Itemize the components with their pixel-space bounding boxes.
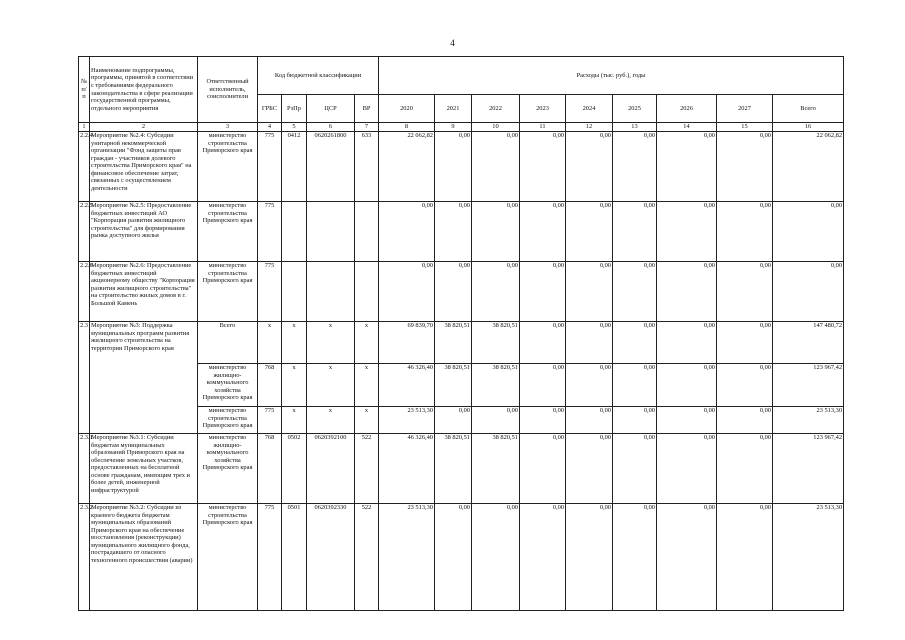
column-number: 11 (520, 123, 566, 132)
row-rzpr (282, 262, 307, 322)
row-value-total: 23 513,30 (773, 407, 844, 434)
row-name: Мероприятие №3: Поддержка муниципальных программ развития жилищного строительства на территории Приморского края (90, 322, 198, 434)
column-number: 9 (435, 123, 472, 132)
row-number: 2.2.4 (79, 132, 90, 202)
row-rzpr (282, 202, 307, 262)
row-grbs: 768 (258, 364, 282, 407)
header-year-2026: 2026 (657, 95, 717, 123)
row-value-2025: 0,00 (613, 364, 657, 407)
row-value-2020: 46 326,40 (379, 364, 435, 407)
row-value-2020: 69 839,70 (379, 322, 435, 364)
row-value-2023: 0,00 (520, 407, 566, 434)
row-value-2023: 0,00 (520, 202, 566, 262)
row-value-2024: 0,00 (566, 322, 613, 364)
column-number: 6 (307, 123, 355, 132)
header-number: № п/п (79, 57, 90, 123)
row-value-2021: 0,00 (435, 132, 472, 202)
row-name: Мероприятие №3.2: Субсидии из краевого бюджета бюджетам муниципальных образований Приморского края на обеспечение восстановления (реконструкции) муниципального жилищного фонда, пострадавшего от опасного техногенного происшествия (аварии) (90, 504, 198, 611)
row-grbs: 775 (258, 262, 282, 322)
row-value-2026: 0,00 (657, 202, 717, 262)
row-value-total: 147 480,72 (773, 322, 844, 364)
row-value-2022: 0,00 (472, 407, 520, 434)
row-value-2020: 23 513,30 (379, 504, 435, 611)
row-value-total: 0,00 (773, 202, 844, 262)
row-value-2026: 0,00 (657, 322, 717, 364)
page-number: 4 (450, 38, 455, 48)
row-value-2024: 0,00 (566, 504, 613, 611)
row-value-2021: 38 820,51 (435, 364, 472, 407)
table-row (79, 504, 844, 611)
row-value-2020: 0,00 (379, 202, 435, 262)
row-value-2021: 0,00 (435, 407, 472, 434)
header-year-2027: 2027 (717, 95, 773, 123)
row-name: Мероприятие №3.1: Субсидии бюджетам муниципальных образований Приморского края на обеспечение земельных участков, предоставленных на бесплатной основе гражданам, имеющим трех и более детей, инженерной инфраструктурой (90, 434, 198, 504)
header-vr: ВР (355, 95, 379, 123)
row-rzpr: 0502 (282, 434, 307, 504)
header-name: Наименование подпрограммы, программы, принятой в соответствии с требованиями федерального законодательства в сфере реализации государственной программы, отдельного мероприятия (90, 57, 198, 123)
budget-table (78, 56, 844, 611)
row-value-2024: 0,00 (566, 434, 613, 504)
row-number: 2.3.1 (79, 434, 90, 504)
header-budget-code: Код бюджетной классификации (258, 57, 379, 95)
row-value-2027: 0,00 (717, 434, 773, 504)
row-value-2026: 0,00 (657, 132, 717, 202)
row-value-2024: 0,00 (566, 407, 613, 434)
row-csr (307, 262, 355, 322)
row-value-2022: 38 820,51 (472, 322, 520, 364)
row-value-2027: 0,00 (717, 322, 773, 364)
row-value-2020: 46 326,40 (379, 434, 435, 504)
row-csr: 0620261800 (307, 132, 355, 202)
row-value-2026: 0,00 (657, 504, 717, 611)
row-value-total: 123 967,42 (773, 434, 844, 504)
row-value-2020: 22 062,82 (379, 132, 435, 202)
column-number: 12 (566, 123, 613, 132)
row-value-2027: 0,00 (717, 262, 773, 322)
header-year-2023: 2023 (520, 95, 566, 123)
row-grbs: 775 (258, 132, 282, 202)
row-number: 2.3.2 (79, 504, 90, 611)
row-executor: министерство жилищно-коммунального хозяйства Приморского края (198, 434, 258, 504)
row-name: Мероприятие №2.5: Предоставление бюджетных инвестиций АО "Корпорация развития жилищного строительства" для формирования рынка доступного жилья (90, 202, 198, 262)
row-value-2024: 0,00 (566, 364, 613, 407)
row-value-total: 123 967,42 (773, 364, 844, 407)
row-executor: министерство строительства Приморского края (198, 202, 258, 262)
row-value-total: 0,00 (773, 262, 844, 322)
row-csr: 0620392100 (307, 434, 355, 504)
row-executor: министерство строительства Приморского края (198, 504, 258, 611)
column-number: 13 (613, 123, 657, 132)
header-executor: Ответственный исполнитель, соисполнители (198, 57, 258, 123)
row-value-2025: 0,00 (613, 132, 657, 202)
row-value-2025: 0,00 (613, 407, 657, 434)
row-value-2021: 38 820,51 (435, 322, 472, 364)
header-year-2020: 2020 (379, 95, 435, 123)
row-value-total: 22 062,82 (773, 132, 844, 202)
column-number: 3 (198, 123, 258, 132)
row-value-2022: 0,00 (472, 132, 520, 202)
row-value-2022: 38 820,51 (472, 364, 520, 407)
row-value-2022: 0,00 (472, 262, 520, 322)
header-rzpr: РзПр (282, 95, 307, 123)
row-grbs: x (258, 322, 282, 364)
row-name: Мероприятие №2.4: Субсидии унитарной некоммерческой организации "Фонд защиты прав граждан - участников долевого строительства Приморского края" на финансовое обеспечение затрат, связанных с осуществлением деятельности (90, 132, 198, 202)
row-value-2026: 0,00 (657, 407, 717, 434)
row-value-2024: 0,00 (566, 202, 613, 262)
row-value-2021: 0,00 (435, 504, 472, 611)
row-value-2027: 0,00 (717, 132, 773, 202)
table-row (79, 262, 844, 322)
row-value-2026: 0,00 (657, 364, 717, 407)
row-executor: министерство строительства Приморского края (198, 132, 258, 202)
column-number: 8 (379, 123, 435, 132)
row-rzpr: 0412 (282, 132, 307, 202)
row-number: 2.3 (79, 322, 90, 434)
row-value-2025: 0,00 (613, 262, 657, 322)
row-value-2023: 0,00 (520, 434, 566, 504)
row-csr: x (307, 322, 355, 364)
row-value-2024: 0,00 (566, 262, 613, 322)
row-value-2023: 0,00 (520, 132, 566, 202)
row-value-2021: 0,00 (435, 262, 472, 322)
row-csr: 0620392330 (307, 504, 355, 611)
header-grbs: ГРБС (258, 95, 282, 123)
row-rzpr: x (282, 407, 307, 434)
row-value-2023: 0,00 (520, 504, 566, 611)
row-executor: министерство жилищно-коммунального хозяйства Приморского края (198, 364, 258, 407)
row-grbs: 775 (258, 504, 282, 611)
column-number: 10 (472, 123, 520, 132)
row-value-total: 23 513,30 (773, 504, 844, 611)
row-vr: 633 (355, 132, 379, 202)
row-value-2021: 38 820,51 (435, 434, 472, 504)
row-value-2027: 0,00 (717, 407, 773, 434)
header-year-2024: 2024 (566, 95, 613, 123)
row-executor: Всего (198, 322, 258, 364)
row-name: Мероприятие №2.6: Предоставление бюджетных инвестиций акционерному обществу "Корпорация развития жилищного строительства" на строительство жилых домов в г. Большой Камень (90, 262, 198, 322)
row-executor: министерство строительства Приморского края (198, 262, 258, 322)
row-executor: министерство строительства Приморского края (198, 407, 258, 434)
table-row (79, 132, 844, 202)
row-value-2023: 0,00 (520, 364, 566, 407)
row-value-2022: 0,00 (472, 202, 520, 262)
column-number: 4 (258, 123, 282, 132)
header-year-2021: 2021 (435, 95, 472, 123)
row-value-2020: 23 513,30 (379, 407, 435, 434)
row-value-2020: 0,00 (379, 262, 435, 322)
row-value-2021: 0,00 (435, 202, 472, 262)
row-vr (355, 202, 379, 262)
row-value-2022: 0,00 (472, 504, 520, 611)
row-vr: x (355, 322, 379, 364)
row-rzpr: x (282, 322, 307, 364)
row-value-2027: 0,00 (717, 364, 773, 407)
row-rzpr: 0501 (282, 504, 307, 611)
row-value-2025: 0,00 (613, 322, 657, 364)
row-grbs: 768 (258, 434, 282, 504)
table-row (79, 202, 844, 262)
table-row (79, 322, 844, 364)
row-value-2024: 0,00 (566, 132, 613, 202)
table-row (79, 434, 844, 504)
column-number: 15 (717, 123, 773, 132)
column-number: 7 (355, 123, 379, 132)
row-rzpr: x (282, 364, 307, 407)
row-csr: x (307, 364, 355, 407)
row-grbs: 775 (258, 407, 282, 434)
row-value-2026: 0,00 (657, 434, 717, 504)
row-value-2023: 0,00 (520, 262, 566, 322)
row-csr (307, 202, 355, 262)
row-vr: 522 (355, 434, 379, 504)
header-expenses: Расходы (тыс. руб.), годы (379, 57, 844, 95)
column-number: 16 (773, 123, 844, 132)
row-vr: 522 (355, 504, 379, 611)
column-number: 2 (90, 123, 198, 132)
row-value-2025: 0,00 (613, 202, 657, 262)
row-value-2025: 0,00 (613, 504, 657, 611)
column-number: 5 (282, 123, 307, 132)
row-grbs: 775 (258, 202, 282, 262)
header-year-2025: 2025 (613, 95, 657, 123)
column-number-row (79, 123, 844, 132)
column-number: 14 (657, 123, 717, 132)
header-year-2022: 2022 (472, 95, 520, 123)
row-value-2022: 38 820,51 (472, 434, 520, 504)
header-total: Всего (773, 95, 844, 123)
row-csr: x (307, 407, 355, 434)
row-value-2023: 0,00 (520, 322, 566, 364)
row-vr: x (355, 407, 379, 434)
row-value-2026: 0,00 (657, 262, 717, 322)
row-value-2027: 0,00 (717, 504, 773, 611)
row-value-2027: 0,00 (717, 202, 773, 262)
row-number: 2.2.6 (79, 262, 90, 322)
row-vr (355, 262, 379, 322)
row-number: 2.2.5 (79, 202, 90, 262)
column-number: 1 (79, 123, 90, 132)
header-csr: ЦСР (307, 95, 355, 123)
row-vr: x (355, 364, 379, 407)
row-value-2025: 0,00 (613, 434, 657, 504)
